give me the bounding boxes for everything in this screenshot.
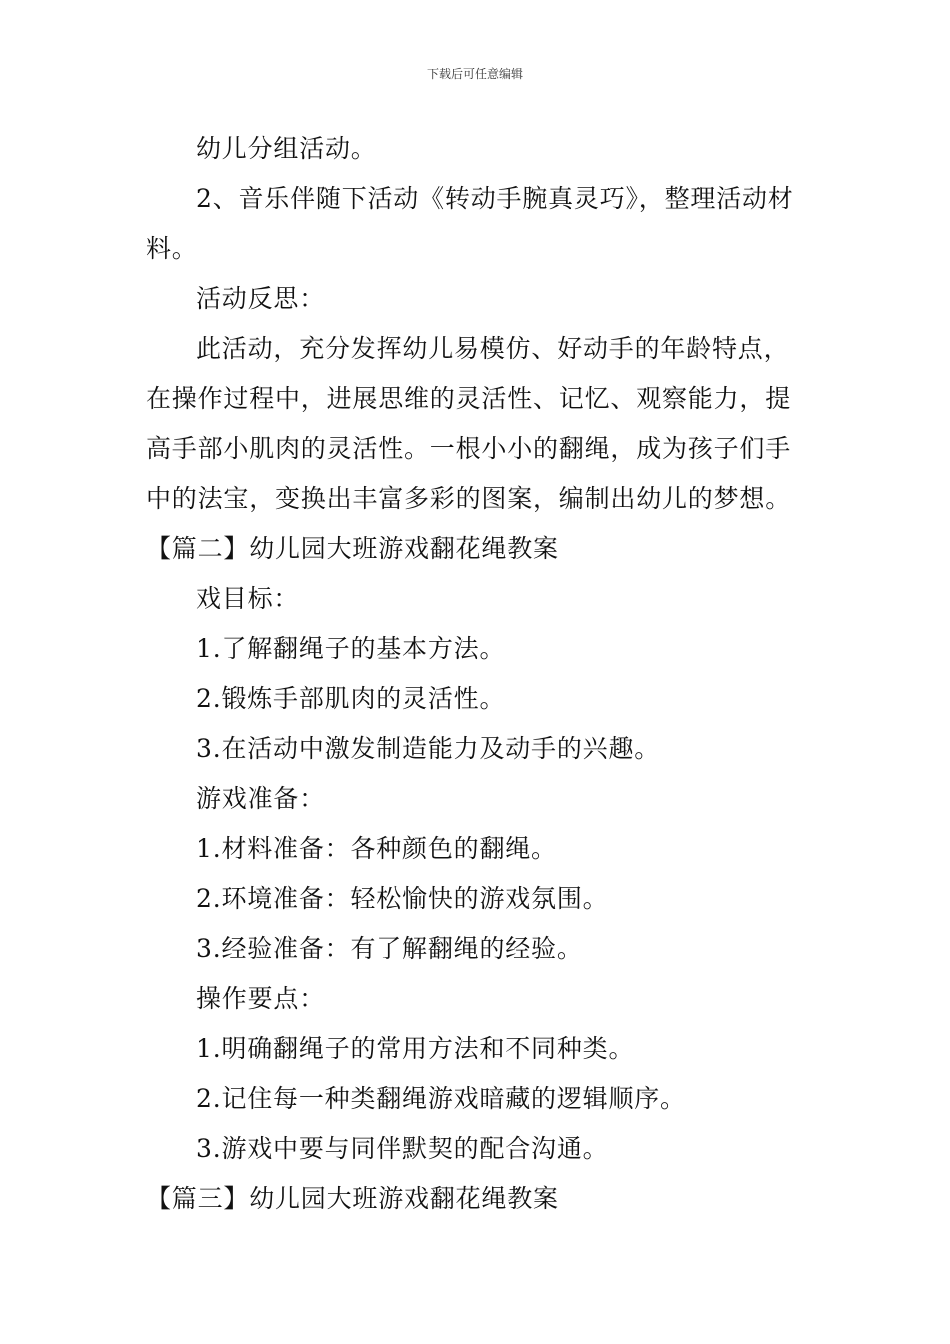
paragraph-reflection-body: 此活动，充分发挥幼儿易模仿、好动手的年龄特点，在操作过程中，进展思维的灵活性、记忆、观察能力，提高手部小肌肉的灵活性。一根小小的翻绳，成为孩子们手中的法宝，变换出丰富多彩的图案，编制出幼儿的梦想。 xyxy=(146,334,792,513)
page-header-note: 下载后可任意编辑 xyxy=(426,67,523,81)
document-body xyxy=(146,124,812,1224)
preparation-item-3: 3.经验准备：有了解翻绳的经验。 xyxy=(196,934,583,963)
key-point-item-1: 1.明确翻绳子的常用方法和不同种类。 xyxy=(196,1034,635,1063)
key-point-item-2: 2.记住每一种类翻绳游戏暗藏的逻辑顺序。 xyxy=(196,1084,686,1113)
goal-item-3: 3.在活动中激发制造能力及动手的兴趣。 xyxy=(196,734,661,763)
section-heading-part-two: 【篇二】幼儿园大班游戏翻花绳教案 xyxy=(146,534,559,563)
key-point-item-3: 3.游戏中要与同伴默契的配合沟通。 xyxy=(196,1134,609,1163)
goals-title: 戏目标： xyxy=(196,584,300,613)
paragraph-reflection-title: 活动反思： xyxy=(196,284,326,313)
preparation-item-1: 1.材料准备：各种颜色的翻绳。 xyxy=(196,834,557,863)
preparation-title: 游戏准备： xyxy=(196,784,326,813)
paragraph-music-activity: 2、音乐伴随下活动《转动手腕真灵巧》，整理活动材料。 xyxy=(146,184,794,263)
preparation-item-2: 2.环境准备：轻松愉快的游戏氛围。 xyxy=(196,884,609,913)
section-heading-part-three: 【篇三】幼儿园大班游戏翻花绳教案 xyxy=(146,1184,559,1213)
paragraph-group-activity: 幼儿分组活动。 xyxy=(196,134,377,163)
goal-item-2: 2.锻炼手部肌肉的灵活性。 xyxy=(196,684,506,713)
key-points-title: 操作要点： xyxy=(196,984,326,1013)
goal-item-1: 1.了解翻绳子的基本方法。 xyxy=(196,634,506,663)
